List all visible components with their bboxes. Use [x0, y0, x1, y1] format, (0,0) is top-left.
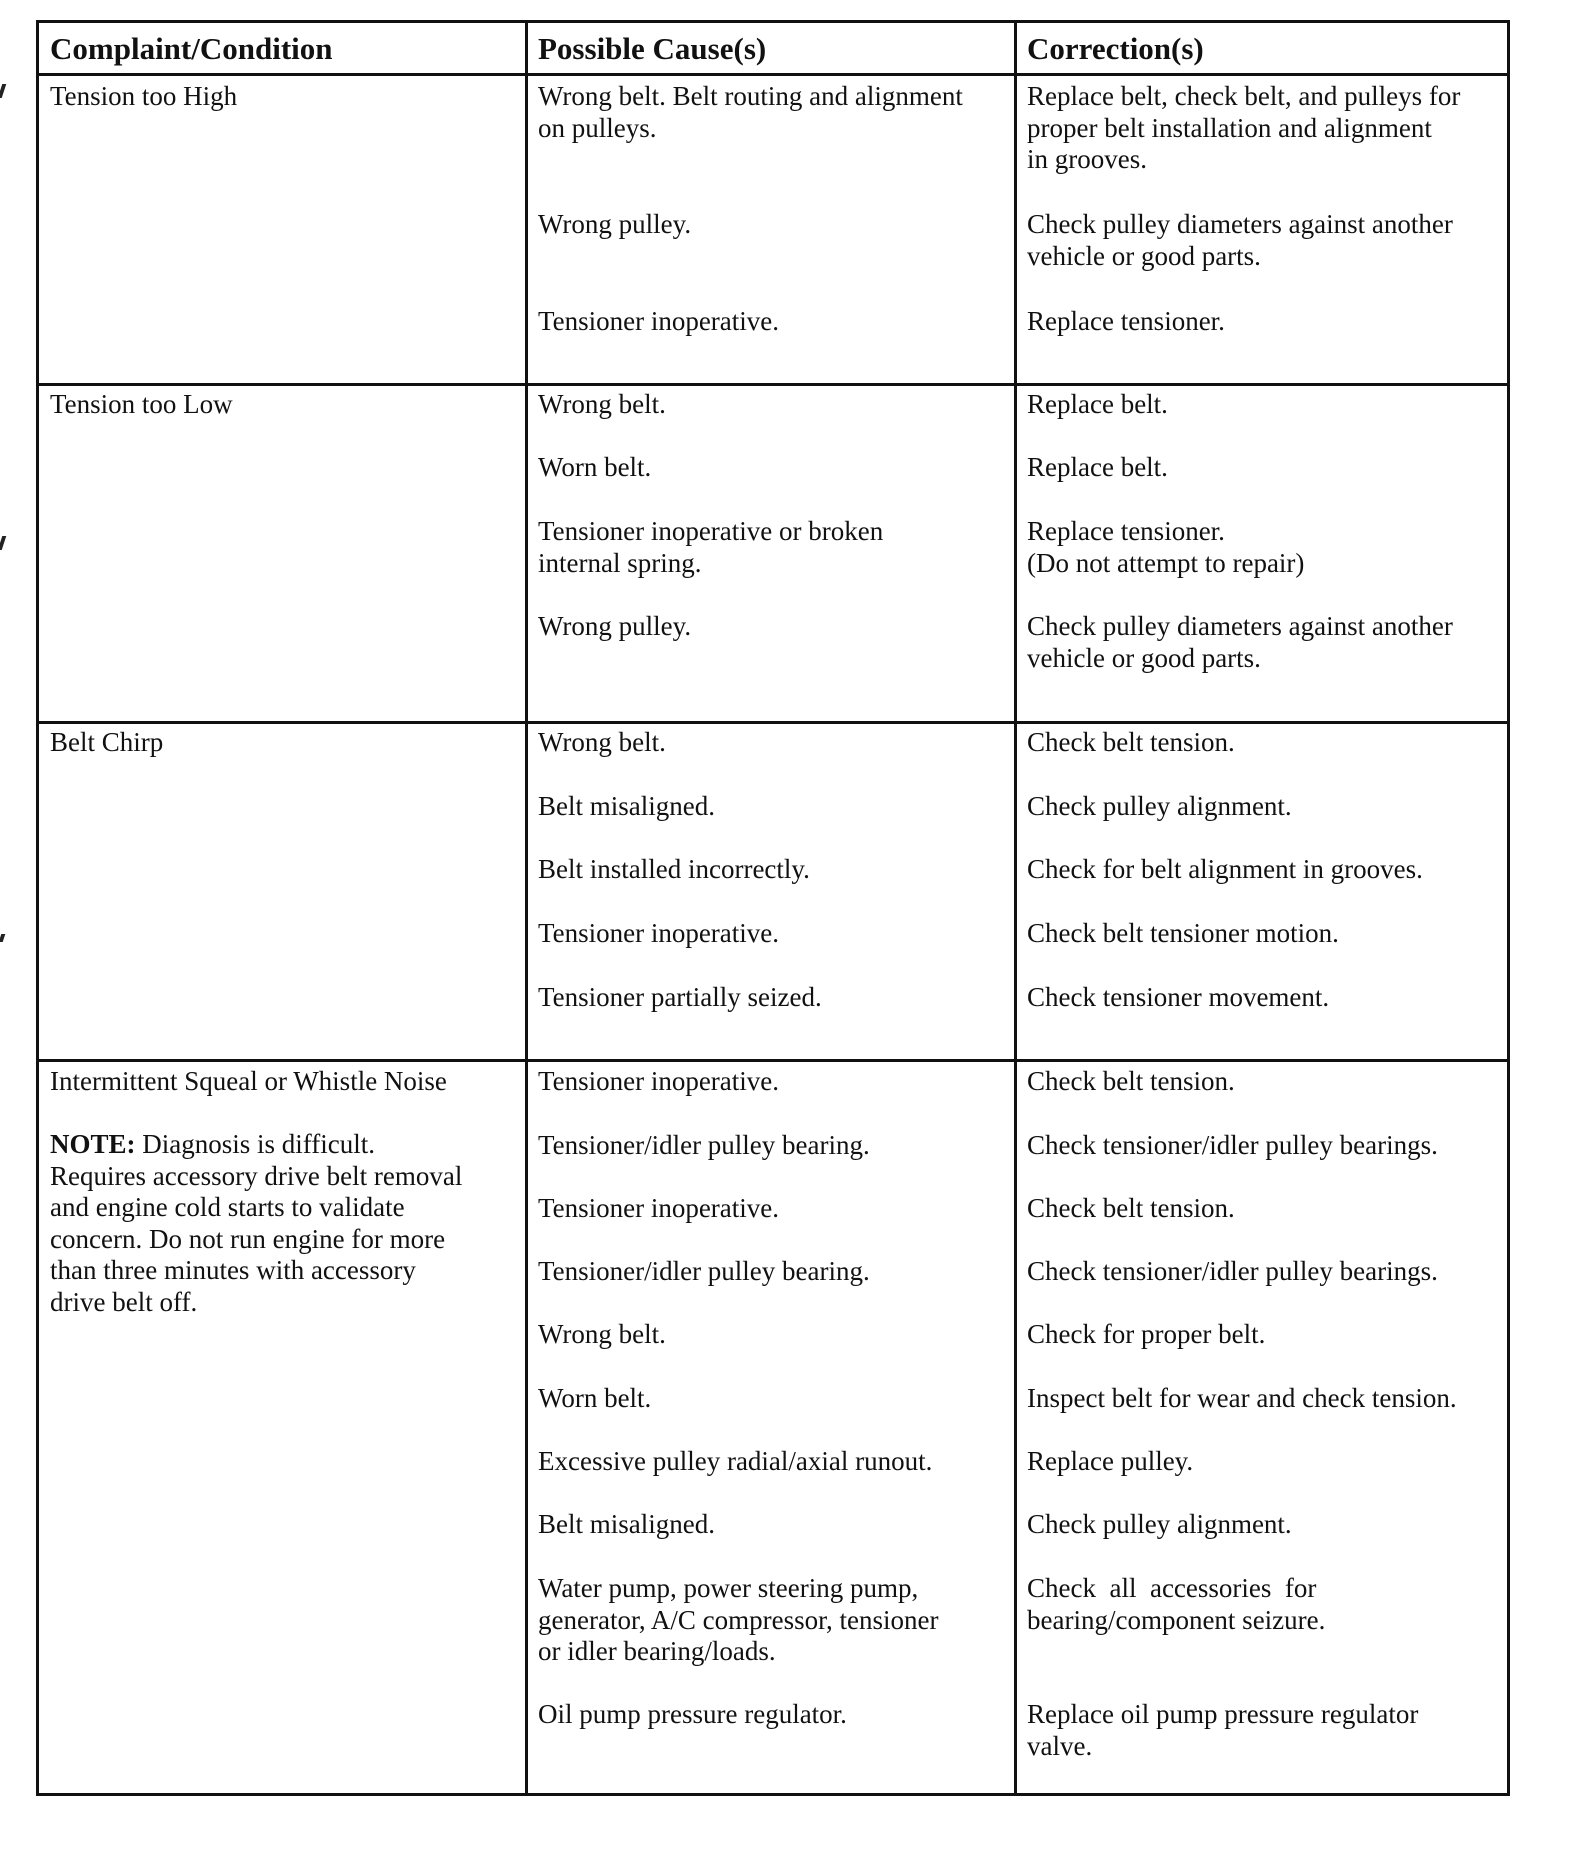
- correction-text: Replace belt.: [1027, 389, 1168, 419]
- correction-text: vehicle or good parts.: [1027, 642, 1261, 673]
- correction-text: Check belt tensioner motion.: [1027, 918, 1339, 948]
- margin-mark: [0, 84, 6, 98]
- row-divider: [39, 721, 1507, 724]
- note-line: than three minutes with accessory: [50, 1255, 416, 1285]
- header-correction: Correction(s): [1027, 31, 1204, 66]
- correction-text: Check belt tension.: [1027, 1066, 1235, 1096]
- note-text: Diagnosis is difficult.: [135, 1129, 376, 1159]
- note-line: [50, 1129, 375, 1161]
- cause-text: Wrong belt.: [538, 727, 666, 757]
- condition-text: Belt Chirp: [50, 727, 164, 757]
- correction-text: Check belt tension.: [1027, 727, 1235, 757]
- correction-text: proper belt installation and alignment: [1027, 112, 1432, 143]
- correction-text: Check for belt alignment in grooves.: [1027, 854, 1423, 884]
- correction-text: Check pulley alignment.: [1027, 1509, 1292, 1539]
- correction-text: in grooves.: [1027, 144, 1147, 174]
- correction-text: vehicle or good parts.: [1027, 240, 1261, 271]
- cause-text: Worn belt.: [538, 452, 652, 482]
- note-line: concern. Do not run engine for more: [50, 1223, 446, 1254]
- cause-text: Tensioner inoperative.: [538, 306, 780, 336]
- cause-text: Tensioner inoperative.: [538, 1193, 780, 1223]
- cause-text: Wrong belt.: [538, 1319, 666, 1349]
- cause-text: Worn belt.: [538, 1383, 652, 1413]
- correction-text: Check for proper belt.: [1027, 1319, 1266, 1349]
- note-line: drive belt off.: [50, 1286, 198, 1317]
- correction-text: Replace pulley.: [1027, 1446, 1194, 1476]
- cause-text: Belt installed incorrectly.: [538, 854, 810, 884]
- cause-text: Excessive pulley radial/axial runout.: [538, 1446, 933, 1476]
- cause-text: Wrong belt.: [538, 389, 666, 419]
- row-divider: [39, 1059, 1507, 1062]
- cause-text: on pulleys.: [538, 112, 657, 143]
- header-divider: [39, 73, 1507, 76]
- note-line: Requires accessory drive belt removal: [50, 1160, 463, 1191]
- correction-text: Replace belt.: [1027, 452, 1168, 482]
- correction-text: Replace tensioner.: [1027, 306, 1225, 336]
- correction-text: Check pulley diameters against another: [1027, 209, 1453, 239]
- correction-text: Check all accessories for: [1027, 1573, 1317, 1603]
- correction-text: bearing/component seizure.: [1027, 1604, 1326, 1635]
- cause-text: Wrong belt. Belt routing and alignment: [538, 81, 963, 111]
- column-divider: [525, 23, 528, 1793]
- correction-text: Check pulley alignment.: [1027, 791, 1292, 821]
- cause-text: Wrong pulley.: [538, 209, 692, 239]
- note-label: NOTE:: [50, 1129, 136, 1159]
- cause-text: Tensioner/idler pulley bearing.: [538, 1256, 870, 1286]
- cause-text: Water pump, power steering pump,: [538, 1573, 919, 1603]
- cause-text: Belt misaligned.: [538, 1509, 715, 1539]
- correction-text: Replace oil pump pressure regulator: [1027, 1699, 1419, 1729]
- cause-text: Tensioner/idler pulley bearing.: [538, 1130, 870, 1160]
- correction-text: Check tensioner/idler pulley bearings.: [1027, 1256, 1438, 1286]
- correction-text: valve.: [1027, 1730, 1093, 1761]
- margin-mark: [0, 934, 5, 942]
- troubleshooting-table: [36, 20, 1510, 1796]
- correction-text: Replace belt, check belt, and pulleys for: [1027, 81, 1461, 111]
- correction-text: (Do not attempt to repair): [1027, 547, 1305, 578]
- row-divider: [39, 383, 1507, 386]
- condition-text: Intermittent Squeal or Whistle Noise: [50, 1066, 447, 1096]
- header-cause: Possible Cause(s): [538, 31, 767, 66]
- correction-text: Inspect belt for wear and check tension.: [1027, 1383, 1457, 1413]
- header-condition: Complaint/Condition: [50, 31, 333, 66]
- condition-text: Tension too High: [50, 81, 238, 111]
- correction-text: Check pulley diameters against another: [1027, 611, 1453, 641]
- cause-text: internal spring.: [538, 547, 702, 578]
- correction-text: Check belt tension.: [1027, 1193, 1235, 1223]
- correction-text: Replace tensioner.: [1027, 516, 1225, 546]
- cause-text: Oil pump pressure regulator.: [538, 1699, 847, 1729]
- cause-text: Tensioner inoperative.: [538, 1066, 780, 1096]
- correction-text: Check tensioner movement.: [1027, 982, 1330, 1012]
- condition-text: Tension too Low: [50, 389, 233, 419]
- column-divider: [1014, 23, 1017, 1793]
- margin-mark: [0, 536, 6, 550]
- cause-text: or idler bearing/loads.: [538, 1636, 776, 1666]
- cause-text: generator, A/C compressor, tensioner: [538, 1604, 939, 1635]
- cause-text: Wrong pulley.: [538, 611, 692, 641]
- cause-text: Tensioner inoperative.: [538, 918, 780, 948]
- cause-text: Tensioner inoperative or broken: [538, 516, 884, 546]
- correction-text: Check tensioner/idler pulley bearings.: [1027, 1130, 1438, 1160]
- cause-text: Belt misaligned.: [538, 791, 715, 821]
- note-line: and engine cold starts to validate: [50, 1192, 405, 1222]
- cause-text: Tensioner partially seized.: [538, 982, 822, 1012]
